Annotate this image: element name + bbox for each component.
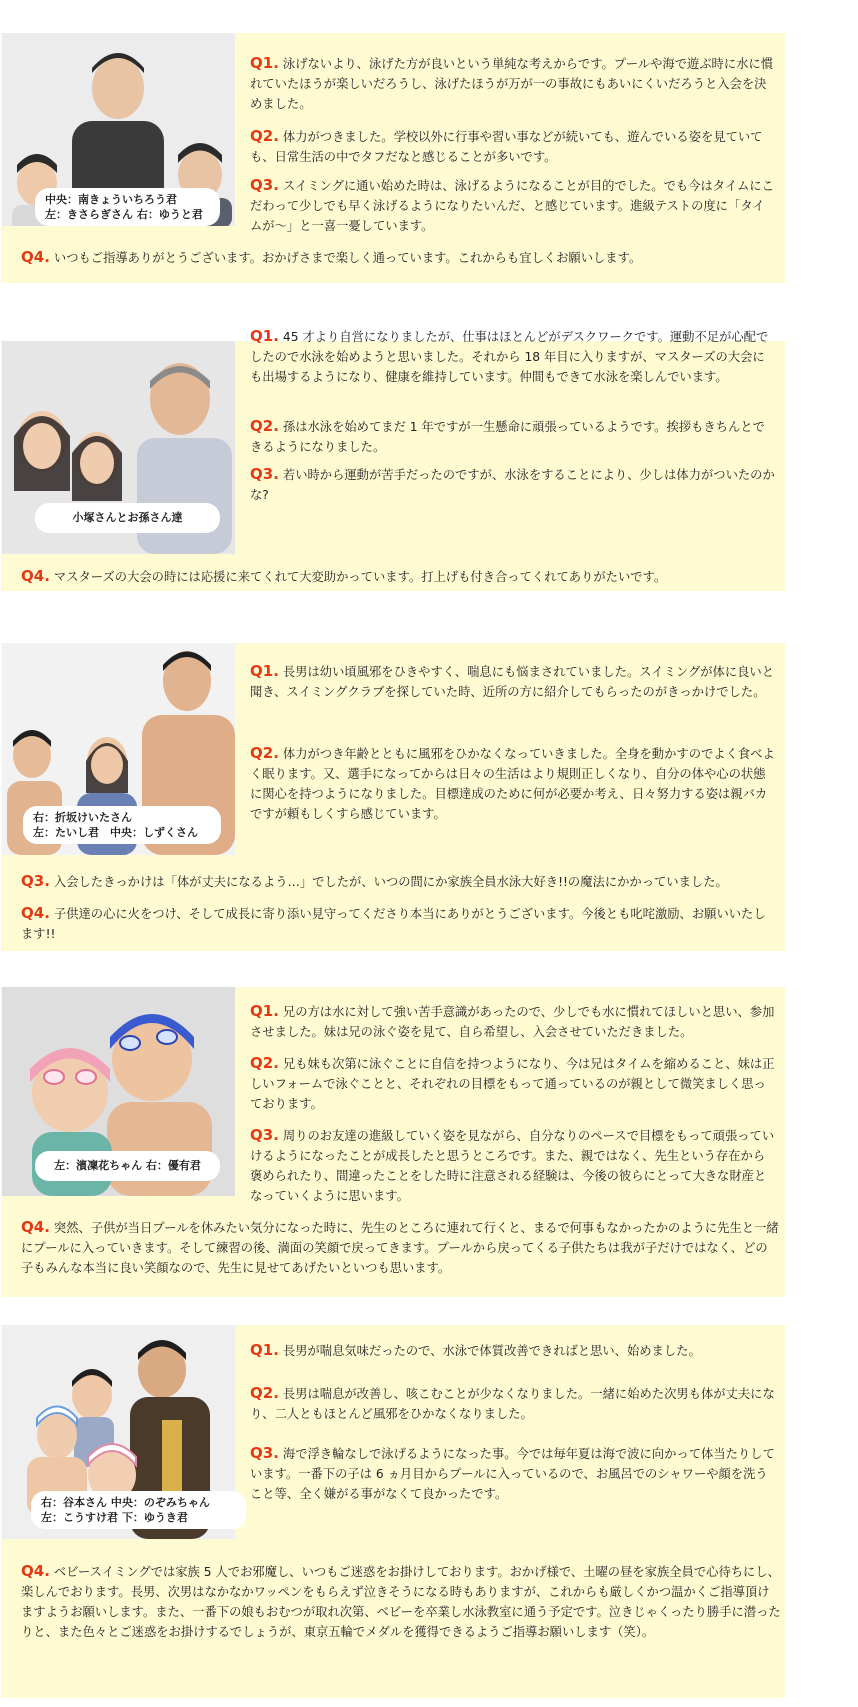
answer-q2 xyxy=(250,1383,775,1424)
photo-caption: 右：折坂けいたさん 左：たいし君 中央：しずくさん xyxy=(23,806,221,844)
q4-label: Q4. xyxy=(21,904,50,922)
answer-text: 長男が喘息気味だったので、水泳で体質改善できればと思い、始めました。 xyxy=(282,1344,701,1358)
answer-text: 兄も妹も次第に泳ぐことに自信を持つようになり、今は兄はタイムを縮めること、妹は正しいフォームで泳ぐことと、それぞれの目標をもって通っているのが親として微笑ましく思っております。 xyxy=(250,1057,775,1111)
answer-text: 海で浮き輪なしで泳げるようになった事。今では毎年夏は海で波に向かって体当たりしています。一番下の子は 6 ヵ月目からプールに入っているので、お風呂でのシャワーや顔を洗うこと等、全く嫌がる事がなくて良かったです。 xyxy=(250,1447,775,1501)
answer-q3 xyxy=(250,175,775,236)
answer-text: 45 才より自営になりましたが、仕事はほとんどがデスクワークです。運動不足が心配でしたので水泳を始めようと思いました。それから 18 年目に入りますが、マスターズの大会にも出場するようになり、健康を維持しています。仲間もできて水泳を楽しんでいます。 xyxy=(250,330,769,384)
answer-text: 若い時から運動が苦手だったのですが、水泳をすることにより、少しは体力がついたのかな? xyxy=(250,468,775,502)
testimonial-card-2 xyxy=(1,327,785,591)
answer-text: 体力がつき年齢とともに風邪をひかなくなっていきました。全身を動かすのでよく食べよく眠ります。又、選手になってからは日々の生活はより規則正しくなり、自分の体や心の状態に関心を持つようになりました。目標達成のために何が必要か考え、日々努力する姿は親バカですが頼もしくすら感じています。 xyxy=(250,747,775,821)
answer-q4 xyxy=(21,1561,781,1642)
answer-q1 xyxy=(250,661,775,702)
answer-q3 xyxy=(250,464,775,505)
answer-q2 xyxy=(250,1053,775,1114)
q1-label: Q1. xyxy=(250,54,279,72)
answer-q4 xyxy=(21,247,776,268)
q3-label: Q3. xyxy=(250,465,279,483)
answer-q1 xyxy=(250,326,775,387)
answer-q3 xyxy=(21,871,781,892)
q4-label: Q4. xyxy=(21,1562,50,1580)
answer-q4 xyxy=(21,903,776,944)
testimonial-card-4 xyxy=(1,987,785,1297)
answer-text: 入会したきっかけは「体が丈夫になるよう…」でしたが、いつの間にか家族全員水泳大好き!!の魔法にかかっていました。 xyxy=(53,875,728,889)
answer-q3 xyxy=(250,1125,775,1206)
answer-q4 xyxy=(21,1217,779,1278)
answer-text: 泳げないより、泳げた方が良いという単純な考えからです。プールや海で遊ぶ時に水に慣れていたほうが楽しいだろうし、泳げたほうが万が一の事故にもあいにくいだろうと入会を決めました。 xyxy=(250,57,774,111)
q2-label: Q2. xyxy=(250,744,279,762)
answer-text: 子供達の心に火をつけ、そして成長に寄り添い見守ってくださり本当にありがとうございます。今後とも叱咤激励、お願いいたします!! xyxy=(21,907,766,941)
answer-text: いつもご指導ありがとうございます。おかげさまで楽しく通っています。これからも宜しくお願いします。 xyxy=(53,251,642,265)
answer-q1 xyxy=(250,53,775,114)
answer-text: 孫は水泳を始めてまだ 1 年ですが一生懸命に頑張っているようです。挨拶もきちんとできるようになりました。 xyxy=(250,420,765,454)
answer-text: 長男は喘息が改善し、咳こむことが少なくなりました。一緒に始めた次男も体が丈夫になり、二人ともほとんど風邪をひかなくなりました。 xyxy=(250,1387,775,1421)
q2-label: Q2. xyxy=(250,127,279,145)
q2-label: Q2. xyxy=(250,1384,279,1402)
answer-text: ベビースイミングでは家族 5 人でお邪魔し、いつもご迷惑をお掛けしております。おかげ様で、土曜の昼を家族全員で心待ちにし、楽しんでおります。長男、次男はなかなかワッペンをもらえず泣きそうになる時もありますが、これからも厳しくかつ温かくご指導頂けますようお願いします。また、一番下の娘もおむつが取れ次第、ベビーを卒業し水泳教室に通う予定です。泣きじゃくったり勝手に潜ったりと、また色々とご迷惑をお掛けするでしょうが、東京五輪でメダルを獲得できるようご指導お願いします（笑）。 xyxy=(21,1565,781,1639)
q4-label: Q4. xyxy=(21,567,50,585)
answer-text: スイミングに通い始めた時は、泳げるようになることが目的でした。でも今はタイムにこだわって少しでも早く泳げるようになりたいんだ、と感じています。進級テストの度に「タイムが～」と一喜一憂しています。 xyxy=(250,179,775,233)
answer-q2 xyxy=(250,743,775,824)
q4-label: Q4. xyxy=(21,248,50,266)
answer-q1 xyxy=(250,1001,775,1042)
q4-label: Q4. xyxy=(21,1218,50,1236)
photo-caption: 右：谷本さん 中央：のぞみちゃん 左：こうすけ君 下：ゆうき君 xyxy=(31,1491,246,1529)
answer-text: マスターズの大会の時には応援に来てくれて大変助かっています。打上げも付き合ってくれてありがたいです。 xyxy=(53,570,667,584)
q1-label: Q1. xyxy=(250,327,279,345)
photo-caption: 小塚さんとお孫さん達 xyxy=(35,503,220,533)
q3-label: Q3. xyxy=(21,872,50,890)
q1-label: Q1. xyxy=(250,662,279,680)
q1-label: Q1. xyxy=(250,1002,279,1020)
q3-label: Q3. xyxy=(250,1444,279,1462)
q2-label: Q2. xyxy=(250,1054,279,1072)
photo-caption: 中央：南きょういちろう君 左：きさらぎさん 右：ゆうと君 xyxy=(35,188,220,226)
testimonial-card-5 xyxy=(1,1325,785,1698)
answer-q2 xyxy=(250,416,775,457)
answer-text: 長男は幼い頃風邪をひきやすく、喘息にも悩まされていました。スイミングが体に良いと聞き、スイミングクラブを探していた時、近所の方に紹介してもらったのがきっかけでした。 xyxy=(250,665,775,699)
testimonial-card-3 xyxy=(1,643,785,951)
answer-q1 xyxy=(250,1340,775,1361)
q3-label: Q3. xyxy=(250,176,279,194)
q1-label: Q1. xyxy=(250,1341,279,1359)
answer-q4 xyxy=(21,566,776,587)
q2-label: Q2. xyxy=(250,417,279,435)
photo-caption: 左：濱凜花ちゃん 右：優有君 xyxy=(35,1151,220,1181)
answer-text: 兄の方は水に対して強い苦手意識があったので、少しでも水に慣れてほしいと思い、参加させました。妹は兄の泳ぐ姿を見て、自ら希望し、入会させていただきました。 xyxy=(250,1005,775,1039)
q3-label: Q3. xyxy=(250,1126,279,1144)
answer-text: 周りのお友達の進級していく姿を見ながら、自分なりのペースで目標をもって頑張っていけるようになったことが成長したと思うところです。また、親ではなく、先生という存在から褒められたり、間違ったことをした時に注意される経験は、今後の彼らにとって大きな財産となっていくように思います。 xyxy=(250,1129,775,1203)
answer-q3 xyxy=(250,1443,775,1504)
answer-q2 xyxy=(250,126,775,167)
testimonial-card-1 xyxy=(1,33,785,283)
answer-text: 突然、子供が当日プールを休みたい気分になった時に、先生のところに連れて行くと、まるで何事もなかったかのように先生と一緒にプールに入っていきます。そして練習の後、満面の笑顔で戻ってきます。プールから戻ってくる子供たちは我が子だけではなく、どの子もみんな本当に良い笑顔なので、先生に見せてあげたいといつも思います。 xyxy=(21,1221,779,1275)
answer-text: 体力がつきました。学校以外に行事や習い事などが続いても、遊んでいる姿を見ていても、日常生活の中でタフだなと感じることが多いです。 xyxy=(250,130,763,164)
